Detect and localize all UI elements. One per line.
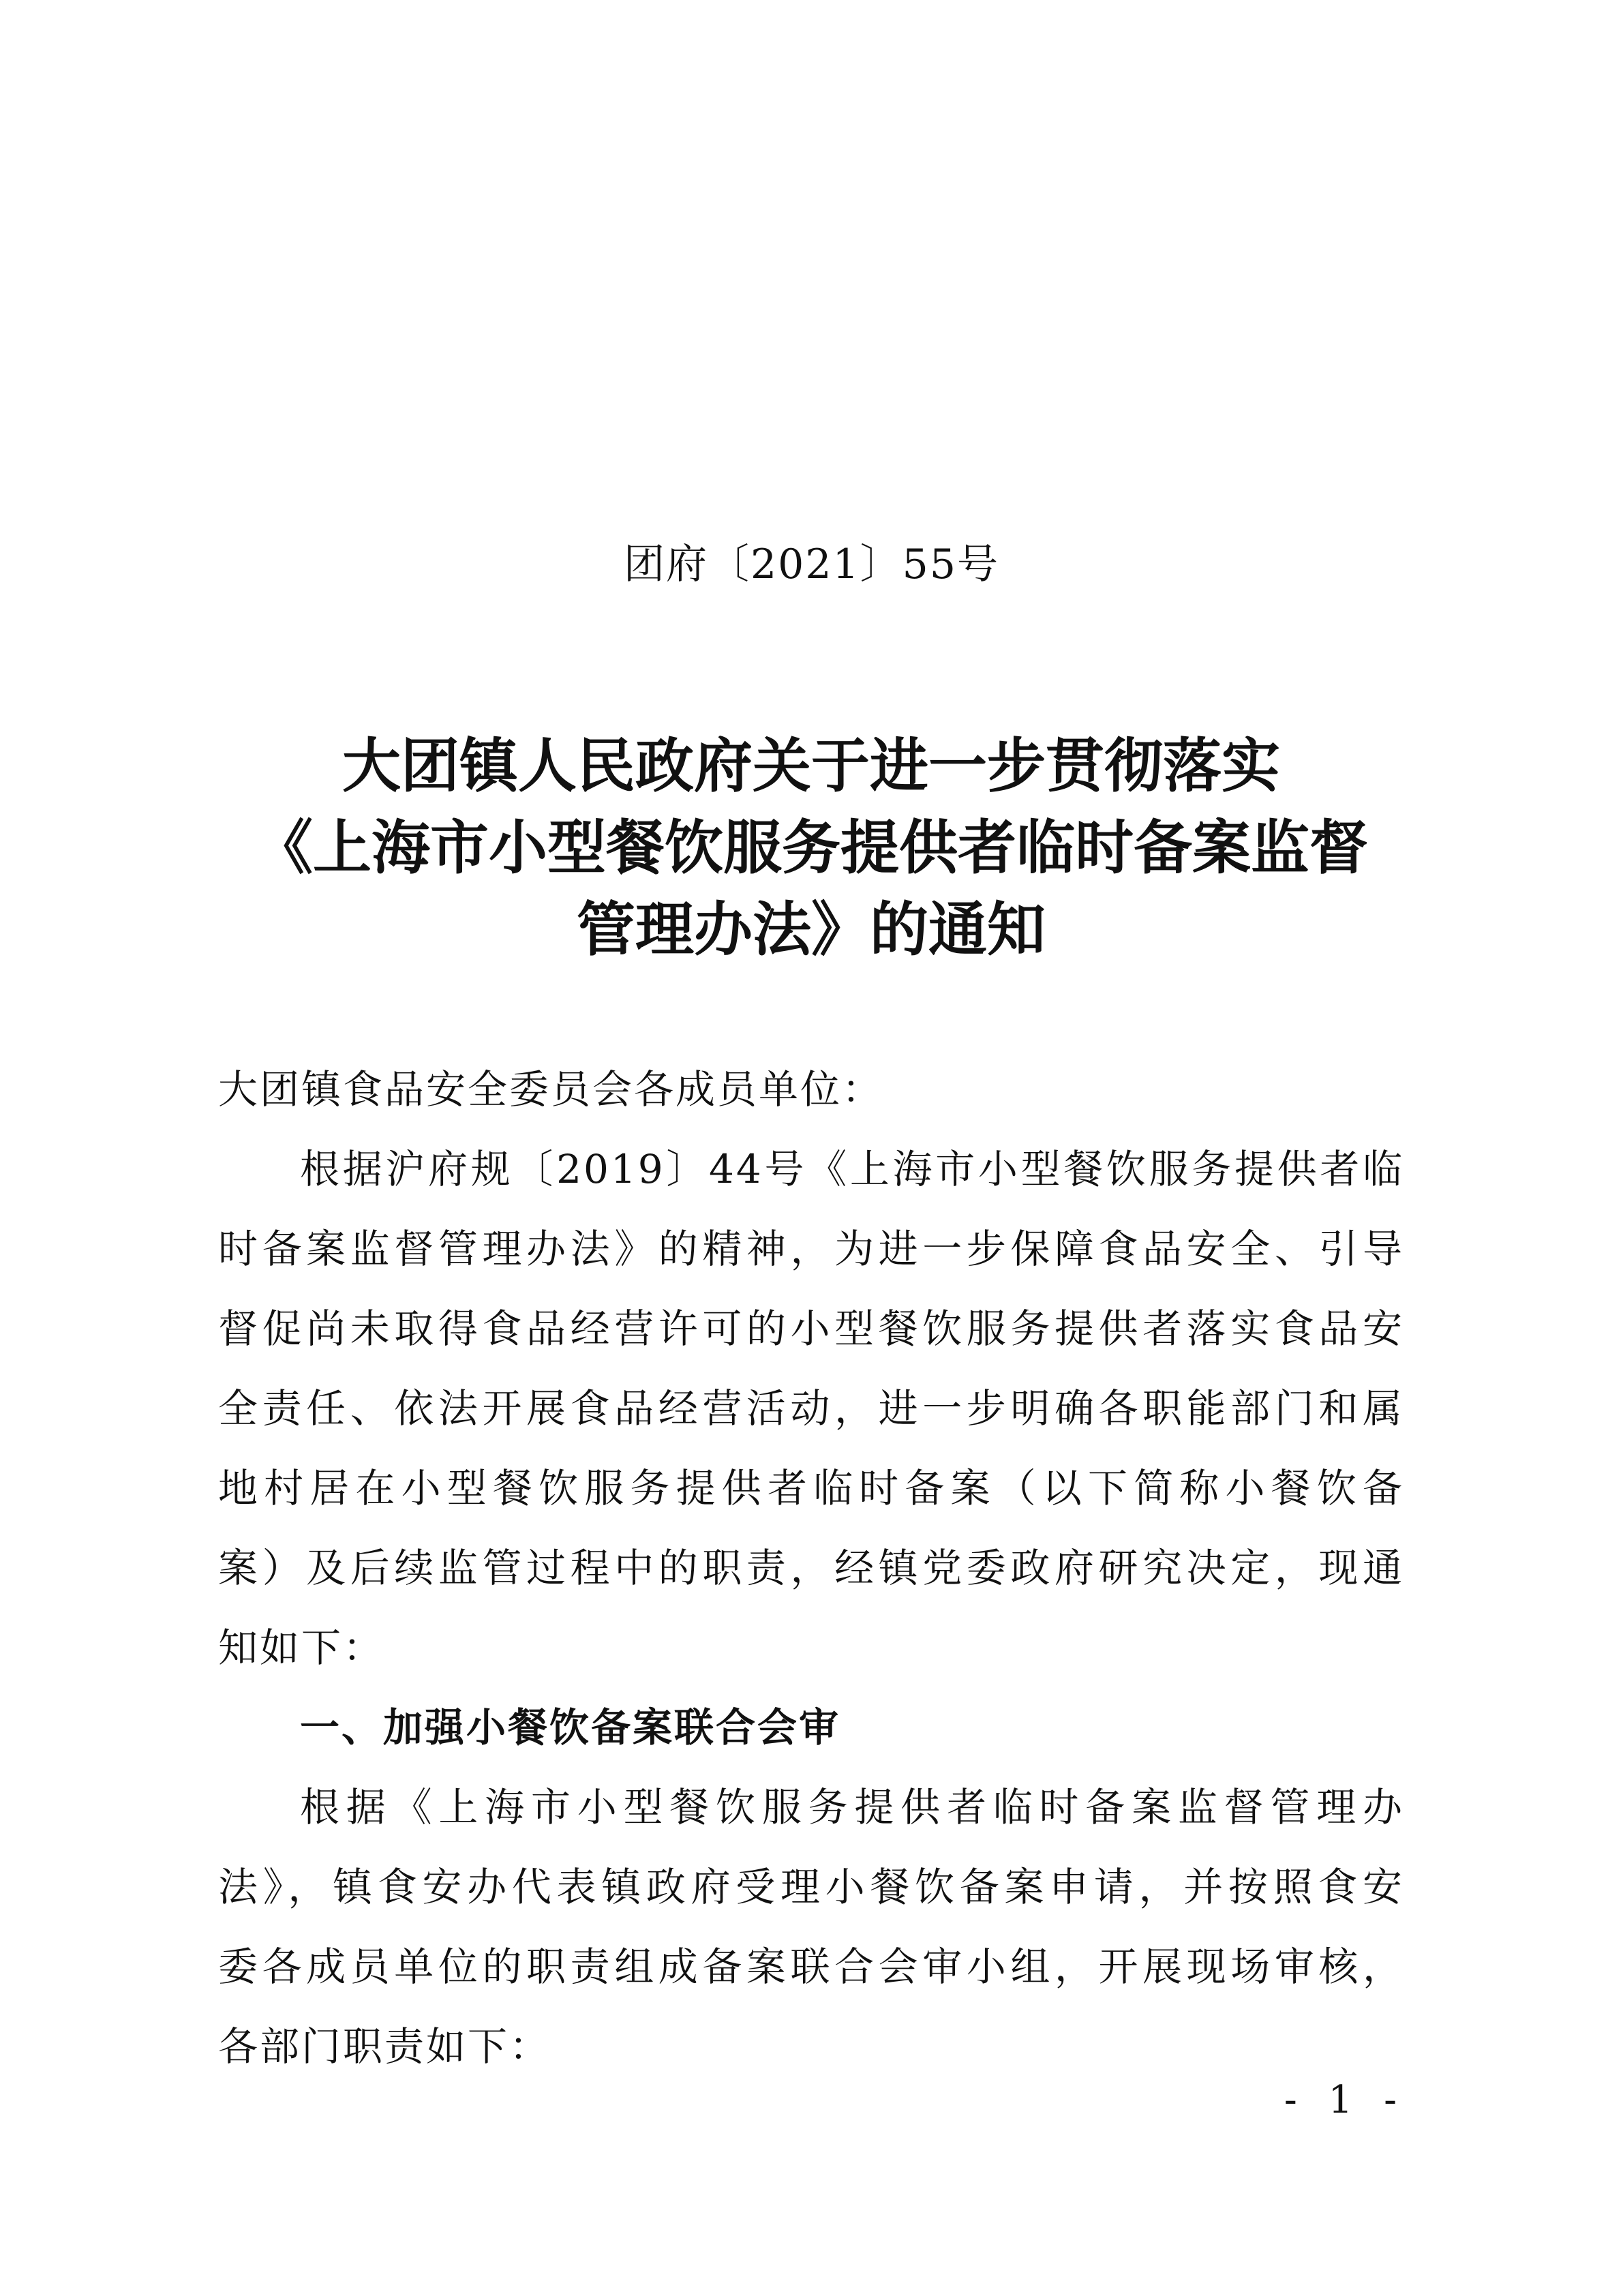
- title-line-1: 大团镇人民政府关于进一步贯彻落实: [342, 732, 1280, 800]
- section-heading: 一、加强小餐饮备案联合会审: [300, 1704, 841, 1751]
- title-line-2: 《上海市小型餐饮服务提供者临时备案监督: [254, 814, 1368, 882]
- paragraph-line: 各部门职责如下：: [218, 2023, 551, 2070]
- document-body: [218, 1050, 1404, 2087]
- document-number: 团府〔2021〕55号: [623, 541, 1000, 588]
- paragraph-line: 委各成员单位的职责组成备案联合会审小组，开展现场审核，: [218, 1944, 1404, 1990]
- salutation: 大团镇食品安全委员会各成员单位：: [218, 1066, 884, 1113]
- paragraph-1: [218, 1130, 1404, 1688]
- paragraph-line: 法》，镇食安办代表镇政府受理小餐饮备案申请，并按照食安: [218, 1864, 1404, 1910]
- paragraph-2: [218, 1768, 1404, 2087]
- paragraph-line: 时备案监督管理办法》的精神，为进一步保障食品安全、引导: [218, 1226, 1404, 1272]
- paragraph-line: 地村居在小型餐饮服务提供者临时备案（以下简称小餐饮备: [218, 1465, 1404, 1511]
- paragraph-line: 根据沪府规〔2019〕44号《上海市小型餐饮服务提供者临: [300, 1146, 1404, 1192]
- document-title: [177, 725, 1445, 971]
- paragraph-line: 知如下：: [218, 1625, 385, 1671]
- title-line-3: 管理办法》的通知: [577, 896, 1046, 964]
- paragraph-line: 案）及后续监管过程中的职责，经镇党委政府研究决定，现通: [218, 1545, 1404, 1591]
- paragraph-line: 全责任、依法开展食品经营活动，进一步明确各职能部门和属: [218, 1385, 1404, 1432]
- paragraph-line: 根据《上海市小型餐饮服务提供者临时备案监督管理办: [300, 1784, 1404, 1830]
- page-number: - 1 -: [1284, 2078, 1406, 2122]
- paragraph-line: 督促尚未取得食品经营许可的小型餐饮服务提供者落实食品安: [218, 1305, 1404, 1352]
